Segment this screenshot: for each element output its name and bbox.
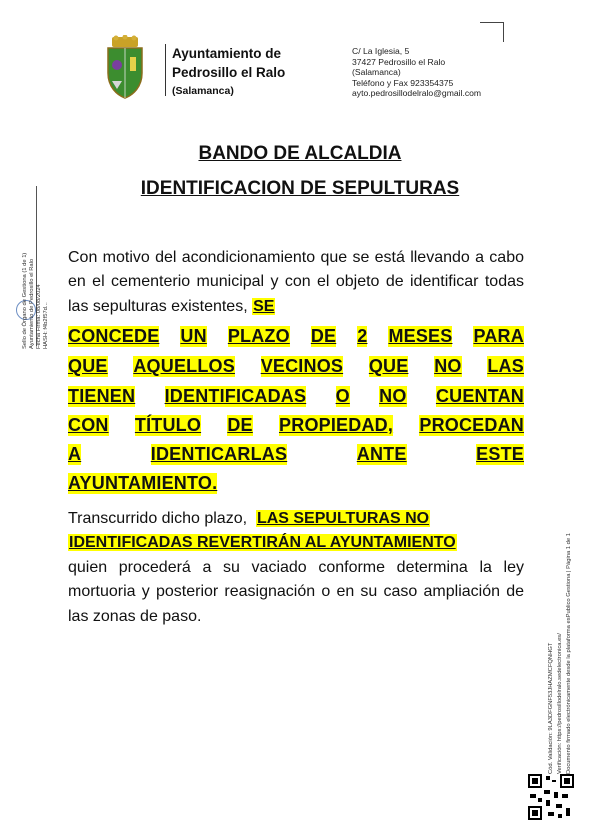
highlighted-line	[68, 325, 524, 348]
highlighted-word: PROPIEDAD,	[279, 415, 394, 435]
highlighted-word: NO	[379, 386, 407, 406]
highlighted-word: ANTE	[356, 444, 407, 464]
highlighted-line	[68, 355, 524, 378]
highlighted-word: QUE	[68, 356, 108, 376]
highlighted-word: CONCEDE	[68, 326, 160, 346]
stamp-line: HASH: f4b2f57d...	[43, 302, 49, 349]
highlighted-word: LAS	[487, 356, 524, 376]
validation-url[interactable]: Verificación: https://pedrosillodelralo.sedelectronica.es/	[557, 633, 563, 774]
header-divider	[165, 44, 166, 96]
paragraph-2	[68, 507, 524, 629]
highlighted-word: O	[335, 386, 350, 406]
document-subtitle: IDENTIFICACION DE SEPULTURAS	[140, 178, 460, 199]
paragraph-1-text: Con motivo del acondicionamiento que se está llevando a cabo en el cementerio municipal y con el objeto de identificar todas las sepulturas existentes,	[68, 249, 524, 315]
qr-code-icon	[528, 774, 574, 820]
org-line-3: (Salamanca)	[172, 85, 234, 97]
validation-note: Documento firmado electrónicamente desde la plataforma esPublico Gestiona | Página 1 de 1	[566, 533, 572, 774]
stamp-line: Ayuntamiento de Pedrosillo el Ralo	[29, 258, 35, 349]
paragraph-1	[68, 246, 524, 319]
highlighted-word: TÍTULO	[134, 415, 202, 435]
highlighted-word: VECINOS	[260, 356, 344, 376]
highlighted-word: IDENTICARLAS	[150, 444, 288, 464]
org-line-2: Pedrosillo el Ralo	[172, 65, 286, 80]
corner-mark	[503, 22, 504, 42]
stamp-line: Sello de Órgano de Gestiona (1 de 1)	[22, 252, 28, 349]
validation-footer	[544, 520, 580, 774]
address-line: (Salamanca)	[352, 67, 401, 78]
highlight-se: SE	[253, 297, 275, 315]
address-line: C/ La Iglesia, 5	[352, 46, 410, 56]
highlighted-line	[68, 443, 524, 466]
address-line: 37427 Pedrosillo el Ralo	[352, 56, 446, 67]
highlighted-word: CON	[68, 415, 109, 435]
paragraph-2-rest: quien procederá a su vaciado conforme determina la ley mortuoria y posterior reasignación o en su caso ampliación de las zonas de paso.	[68, 558, 524, 625]
address-email: ayto.pedrosillodelralo@gmail.com	[352, 88, 482, 99]
highlighted-word: UN	[180, 326, 207, 346]
org-line-1: Ayuntamiento de	[172, 46, 282, 61]
highlighted-word: PLAZO	[227, 326, 290, 346]
highlighted-word: DE	[310, 326, 337, 346]
highlighted-word: PARA	[473, 326, 524, 346]
coat-of-arms-icon	[100, 35, 150, 100]
highlighted-word: IDENTIFICADAS	[164, 386, 307, 406]
highlighted-word: QUE	[368, 356, 409, 376]
highlighted-word: NO	[434, 356, 462, 376]
corner-mark	[480, 22, 504, 23]
validation-code: Cód. Validación: 9LA3DFGNF53JHAZMCFQNHGT	[548, 642, 554, 774]
highlighted-line	[68, 385, 524, 408]
paragraph-2-lead: Transcurrido dicho plazo,	[68, 510, 248, 527]
highlighted-word: MESES	[388, 326, 453, 346]
highlighted-line	[68, 472, 524, 495]
highlighted-line	[68, 414, 524, 437]
highlighted-word: A	[68, 444, 82, 464]
highlighted-word: TIENEN	[68, 386, 136, 406]
highlight-sepulturas: LAS SEPULTURAS NO	[256, 510, 430, 527]
document-page	[10, 2, 590, 822]
highlighted-word: 2	[357, 326, 368, 346]
highlighted-word: AYUNTAMIENTO.	[68, 473, 218, 493]
address-line: Teléfono y Fax 923354375	[352, 77, 454, 88]
highlighted-word: CUENTAN	[435, 386, 524, 406]
organization-name	[172, 44, 285, 101]
highlighted-word: AQUELLOS	[133, 356, 235, 376]
stamp-line: Fecha Firma: 08/08/2024	[36, 284, 42, 349]
highlighted-word: ESTE	[476, 444, 524, 464]
highlighted-word: PROCEDAN	[419, 415, 524, 435]
highlight-revertiran: IDENTIFICADAS REVERTIRÁN AL AYUNTAMIENTO	[69, 534, 456, 552]
signature-stamp	[18, 184, 48, 349]
document-title: BANDO DE ALCALDIA	[198, 143, 402, 164]
highlighted-word: DE	[227, 415, 253, 435]
address-block	[352, 46, 481, 99]
